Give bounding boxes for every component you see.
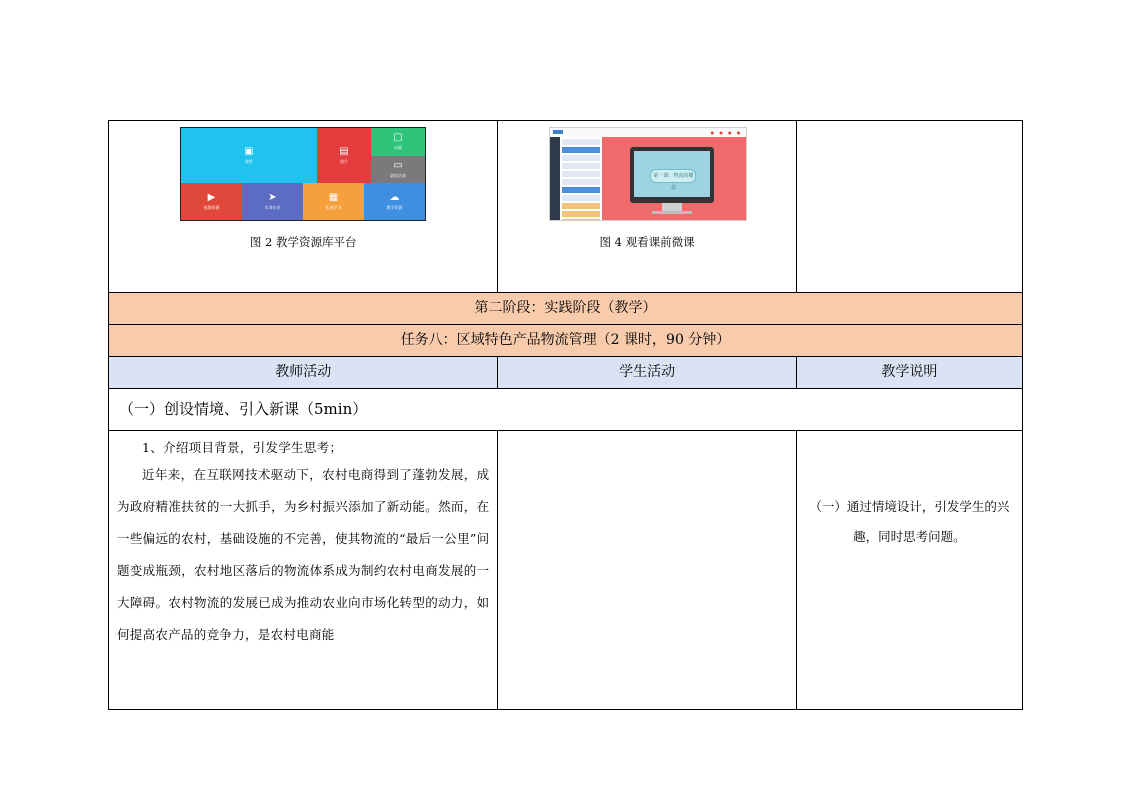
grid-icon: ▦ [328, 191, 339, 203]
tile-label: 动画 [394, 145, 402, 150]
tile-extension [303, 183, 364, 220]
teacher-paragraph: 近年来，在互联网技术驱动下，农村电商得到了蓬勃发展，成为政府精准扶贫的一大抓手，为乡村振兴添加了新动能。然而，在一些偏远的农村，基础设施的不完善，使其物流的“最后一公里”问题变成瓶颈，农村地区落后的物流体系成为制约农村电商发展的一大障碍。农村物流的发展已成为推动农业向市场化转型的动力，如何提高农产品的竞争力，是农村电商能 [117, 467, 490, 642]
stage-title: 第二阶段：实践阶段（教学） [109, 293, 1023, 325]
window-controls-icon: ● ● ● ● [710, 130, 743, 135]
column-header-row [109, 357, 1023, 389]
teaching-note-cell: （一）通过情境设计，引发学生的兴趣，同时思考问题。 [796, 431, 1022, 710]
video-area [602, 137, 746, 220]
tile-practice [242, 183, 303, 220]
figure-2-caption: 图 2 教学资源库平台 [249, 235, 357, 249]
presentation-icon: ▣ [244, 145, 254, 157]
tile-label: 拓展学习 [325, 204, 342, 210]
tile-label: 虚拟仿真 [390, 172, 406, 178]
course-list [560, 137, 603, 220]
figure-4-caption: 图 4 观看课前微课 [599, 235, 695, 249]
student-activity-cell [498, 431, 796, 710]
tile-courseware [181, 128, 317, 183]
teaching-note-header: 教学说明 [796, 357, 1022, 389]
image-icon: ▤ [339, 145, 349, 157]
cloud-icon: ☁ [389, 191, 400, 203]
screen-title: 第一课：物流的概念 [650, 169, 696, 183]
student-activity-header: 学生活动 [498, 357, 796, 389]
teacher-item: 1、介绍项目背景，引发学生思考； [142, 440, 343, 455]
chat-icon: ▢ [393, 132, 403, 143]
figure-2-cell [109, 121, 498, 293]
tile-image [317, 128, 371, 183]
tile-label: 教学资源 [386, 204, 403, 210]
tile-simulation [371, 156, 425, 183]
app-sidebar [550, 137, 560, 220]
empty-figure-cell [796, 121, 1022, 293]
activity-row [109, 431, 1023, 710]
monitor-illustration [630, 147, 714, 203]
micro-course-screenshot [549, 127, 747, 221]
tile-label: 实训作业 [264, 204, 281, 210]
app-logo [553, 130, 563, 134]
figures-row [109, 121, 1023, 293]
section-title: （一）创设情境、引入新课（5min） [109, 389, 1023, 431]
tile-video [181, 183, 242, 220]
task-title: 任务八：区域特色产品物流管理（2 课时，90 分钟） [109, 325, 1023, 357]
monitor-icon: ▭ [393, 159, 403, 171]
teacher-activity-header: 教师活动 [109, 357, 498, 389]
tile-label: 图片 [340, 158, 348, 164]
figure-4-cell [498, 121, 796, 293]
resource-platform-image [180, 127, 426, 221]
teacher-activity-cell [109, 431, 498, 710]
lesson-plan-table [108, 120, 1023, 710]
tile-animation [371, 128, 425, 156]
tile-label: 视频资源 [203, 204, 220, 210]
play-icon: ▶ [207, 191, 216, 203]
tile-resources [364, 183, 425, 220]
tile-label: 课件 [245, 158, 253, 164]
paper-plane-icon: ➤ [268, 191, 277, 203]
